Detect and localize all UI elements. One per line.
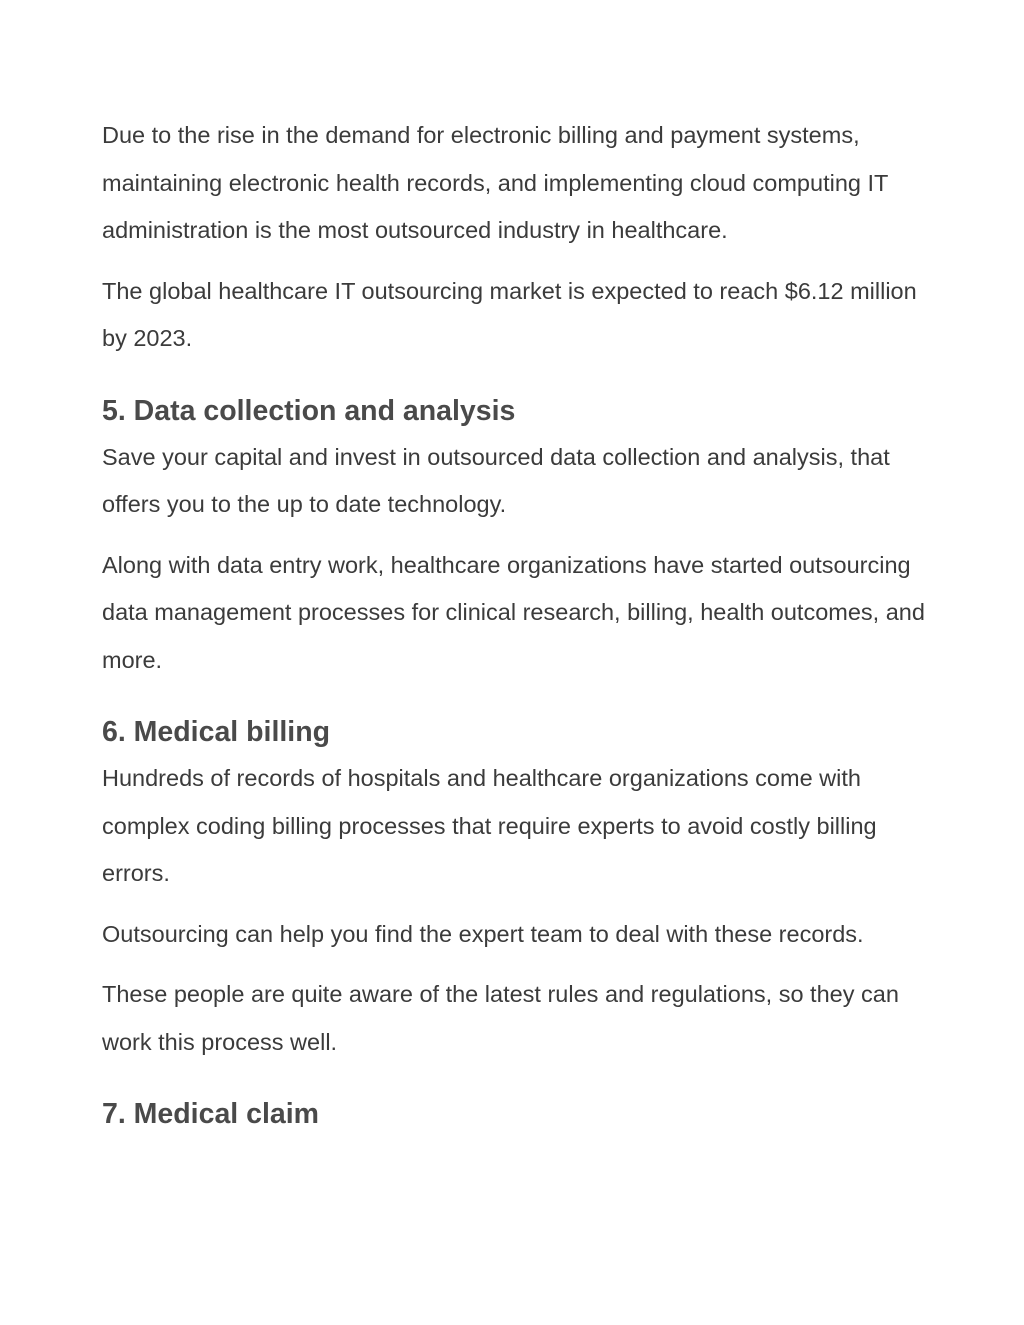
heading-medical-claim: 7. Medical claim [102,1098,320,1130]
paragraph-it-administration: Due to the rise in the demand for electronic billing and payment systems, maintaining electronic health records, and implementing cloud computing IT administration is the most outsourced industry in healthcare. [102,122,888,243]
paragraph-expert-team: Outsourcing can help you find the expert team to deal with these records. [102,920,864,947]
heading-data-collection: 5. Data collection and analysis [102,394,516,427]
paragraph-hospital-records: Hundreds of records of hospitals and healthcare organizations come with complex coding billing processes that require experts to avoid costly billing errors. [102,765,877,886]
paragraph-save-capital: Save your capital and invest in outsourced data collection and analysis, that offers you to the up to date technology. [102,443,890,517]
document-page [102,112,942,1131]
heading-medical-billing: 6. Medical billing [102,716,331,748]
paragraph-data-entry: Along with data entry work, healthcare organizations have started outsourcing data management processes for clinical research, billing, health outcomes, and more. [102,551,925,673]
paragraph-market-forecast: The global healthcare IT outsourcing market is expected to reach $6.12 million by 2023. [102,277,917,351]
paragraph-rules-regulations: These people are quite aware of the latest rules and regulations, so they can work this process well. [102,981,899,1055]
